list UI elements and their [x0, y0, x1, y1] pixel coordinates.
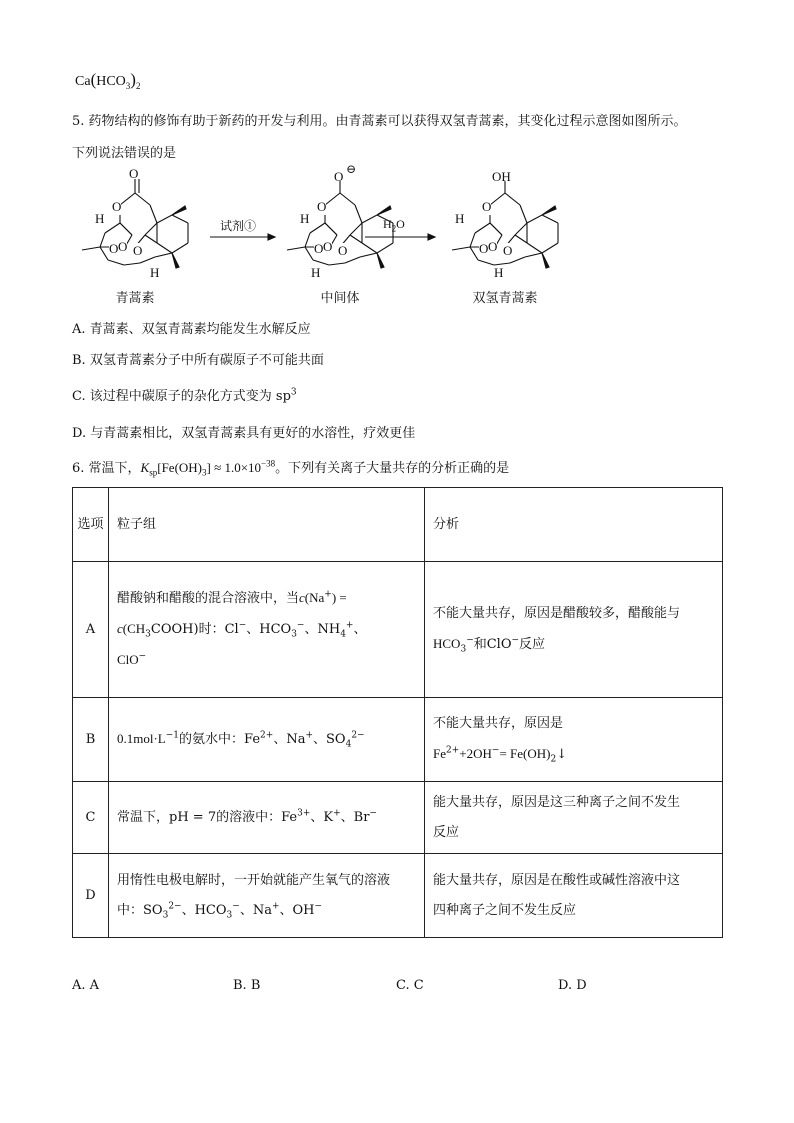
previous-answer-formula: $Ca(HCO_3)_2$ — [75, 70, 141, 91]
table-row — [73, 562, 723, 698]
header-particles: 粒子组 — [109, 488, 425, 562]
table-header-row — [73, 488, 723, 562]
q5-option-c: C. 该过程中碳原子的杂化方式变为 $sp^3$ — [72, 387, 297, 404]
table-row — [73, 698, 723, 782]
header-analysis: 分析 — [425, 488, 723, 562]
row-particles: 醋酸钠和醋酸的混合溶液中，当c(Na+) = $c(CH_3COOH)$时：Cl−、$HCO_3^-$、$NH_4^+$、 ClO− — [109, 562, 425, 698]
c2-negative-charge: ⊖ — [346, 162, 357, 176]
c2-ether-o: O — [314, 241, 324, 256]
answer-choice-c[interactable]: C. C — [396, 978, 424, 993]
q6-stem: 6. 常温下，$K_{sp}[Fe(OH)_3] \approx 1.0\times 10^{-38}$。下列有关离子大量共存的分析正确的是 — [72, 458, 510, 478]
c2-h-lower: H — [311, 265, 321, 280]
c1-h-lower: H — [150, 265, 160, 280]
answer-choice-b[interactable]: B. B — [233, 978, 261, 993]
c3-ring-o: O — [482, 199, 492, 214]
c1-h-upper: H — [95, 211, 105, 226]
compound-3-name: 双氢青蒿素 — [472, 291, 538, 306]
c2-h-upper: H — [300, 211, 310, 226]
row-option: C — [73, 782, 109, 854]
row-analysis: 不能大量共存，原因是 $Fe^{2+}+2OH^-=$ $Fe(OH)_2↓$ — [425, 698, 723, 782]
c1-peroxide-o1: O — [118, 239, 128, 254]
c2-peroxide-o1: O — [323, 239, 333, 254]
table-row — [73, 782, 723, 854]
row-analysis: 能大量共存，原因是这三种离子之间不发生 反应 — [425, 782, 723, 854]
c3-h-upper: H — [455, 211, 465, 226]
c3-ether-o: O — [479, 241, 489, 256]
table-row — [73, 854, 723, 938]
q5-stem-line1: 5. 药物结构的修饰有助于新药的开发与利用。由青蒿素可以获得双氢青蒿素，其变化过程示意图如图所示。 — [72, 114, 687, 129]
row-particles: $0.1mol\cdot L^{-1}$的氨水中：$Fe^{2+}$、Na+、$SO_4^{2-}$ — [109, 698, 425, 782]
compound-2-name: 中间体 — [320, 291, 360, 306]
c2-ring-o: O — [317, 199, 327, 214]
q5-option-a: A. 青蒿素、双氢青蒿素均能发生水解反应 — [72, 322, 311, 337]
c3-hydroxyl: OH — [492, 169, 511, 184]
c3-peroxide-o1: O — [488, 239, 498, 254]
c1-ether-o: O — [109, 241, 119, 256]
c3-h-lower: H — [494, 265, 504, 280]
row-particles: 用惰性电极电解时，一开始就能产生氧气的溶液 中：$SO_3^{2-}$、$HCO_3^-$、Na+、OH− — [109, 854, 425, 938]
c2-peroxide-o2: O — [338, 243, 348, 258]
answer-choice-d[interactable]: D. D — [558, 978, 587, 993]
reaction-scheme — [60, 162, 700, 310]
answer-choice-a[interactable]: A. A — [72, 978, 100, 993]
reagent-1-label: 试剂① — [220, 219, 257, 233]
reagent-2-label: $H_2O$ — [383, 217, 405, 234]
row-analysis: 不能大量共存，原因是醋酸较多，醋酸能与 $HCO_3^-$和ClO−反应 — [425, 562, 723, 698]
row-option: D — [73, 854, 109, 938]
q5-option-b: B. 双氢青蒿素分子中所有碳原子不可能共面 — [72, 353, 324, 368]
c1-ring-o: O — [112, 199, 122, 214]
row-analysis: 能大量共存，原因是在酸性或碱性溶液中这 四种离子之间不发生反应 — [425, 854, 723, 938]
compound-1-name: 青蒿素 — [115, 291, 155, 306]
c2-oxide-o: O — [334, 169, 344, 184]
header-option: 选项 — [73, 488, 109, 562]
c1-carbonyl-o: O — [129, 166, 139, 181]
q6-table — [72, 487, 723, 938]
row-particles: 常温下，pH = 7的溶液中：$Fe^{3+}$、K+、Br− — [109, 782, 425, 854]
row-option: A — [73, 562, 109, 698]
q5-stem-line2: 下列说法错误的是 — [72, 146, 177, 161]
c1-peroxide-o2: O — [133, 243, 143, 258]
q5-option-d: D. 与青蒿素相比，双氢青蒿素具有更好的水溶性，疗效更佳 — [72, 426, 416, 441]
c3-peroxide-o2: O — [503, 243, 513, 258]
row-option: B — [73, 698, 109, 782]
